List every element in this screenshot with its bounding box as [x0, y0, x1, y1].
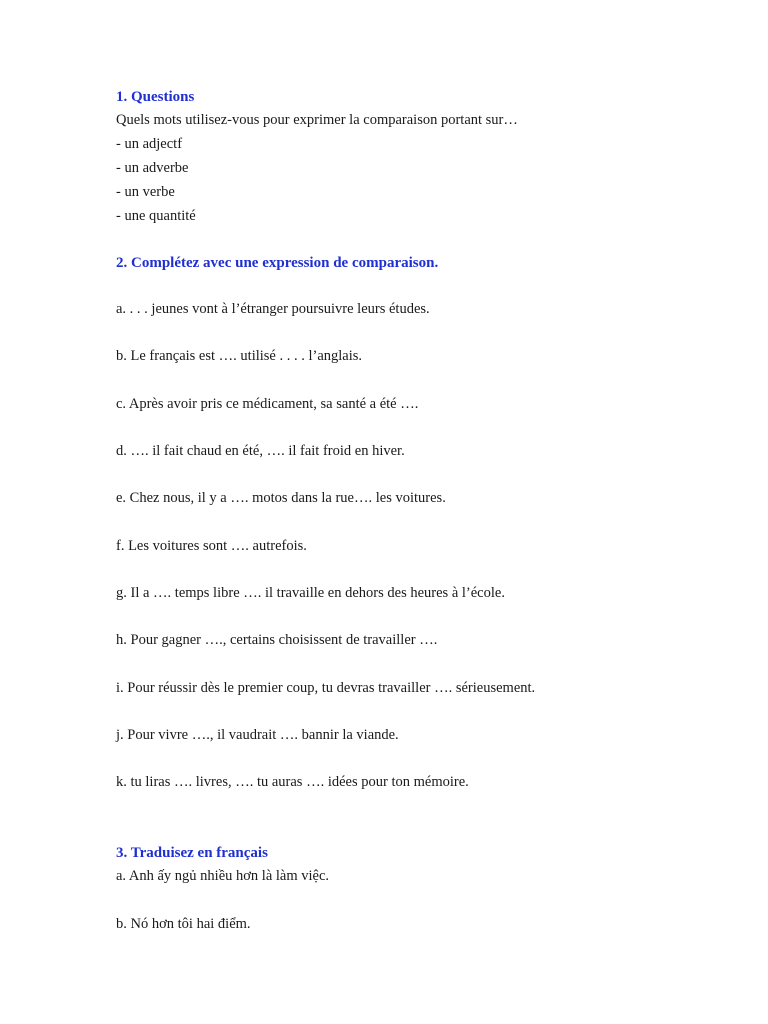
- exercise-item-g: g. Il a …. temps libre …. il travaille en dehors des heures à l’école.: [116, 585, 505, 601]
- exercise-item-a: a. . . . jeunes vont à l’étranger poursuivre leurs études.: [116, 301, 430, 317]
- section-1-item: - un verbe: [116, 184, 175, 200]
- exercise-item-b: b. Le français est …. utilisé . . . . l’anglais.: [116, 348, 363, 364]
- section-2-title: 2. Complétez avec une expression de comparaison.: [116, 255, 439, 271]
- exercise-item-d: d. …. il fait chaud en été, …. il fait froid en hiver.: [116, 443, 405, 459]
- section-1-title: 1. Questions: [116, 89, 195, 105]
- exercise-item-c: c. Après avoir pris ce médicament, sa santé a été ….: [116, 396, 419, 412]
- exercise-item-j: j. Pour vivre …., il vaudrait …. bannir la viande.: [116, 727, 399, 743]
- exercise-item-f: f. Les voitures sont …. autrefois.: [116, 538, 307, 554]
- exercise-item-k: k. tu liras …. livres, …. tu auras …. idées pour ton mémoire.: [116, 774, 469, 790]
- section-1-intro: Quels mots utilisez-vous pour exprimer la comparaison portant sur…: [116, 112, 518, 128]
- exercise-item-h: h. Pour gagner …., certains choisissent de travailler ….: [116, 632, 438, 648]
- translation-item-b: b. Nó hơn tôi hai điểm.: [116, 916, 251, 932]
- section-1-item: - un adjectf: [116, 136, 183, 152]
- section-3-title: 3. Traduisez en français: [116, 845, 268, 861]
- section-1-item: - un adverbe: [116, 160, 189, 176]
- section-1-item: - une quantité: [116, 208, 196, 224]
- translation-item-a: a. Anh ấy ngủ nhiều hơn là làm việc.: [116, 868, 330, 884]
- exercise-item-e: e. Chez nous, il y a …. motos dans la rue…. les voitures.: [116, 490, 446, 506]
- exercise-item-i: i. Pour réussir dès le premier coup, tu devras travailler …. sérieusement.: [116, 680, 536, 696]
